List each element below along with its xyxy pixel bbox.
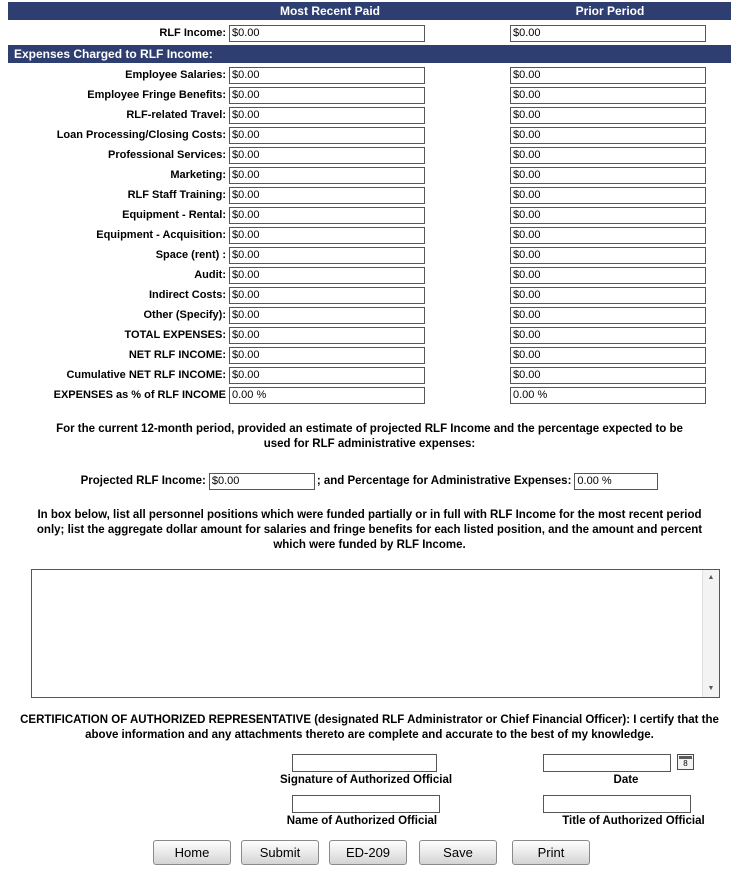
expense-prior-input[interactable] [510, 327, 706, 344]
title-input[interactable] [543, 795, 691, 813]
scroll-down-icon[interactable]: ▼ [707, 685, 715, 692]
expense-label: Equipment - Rental: [122, 209, 226, 221]
expense-most-recent-input[interactable] [229, 287, 425, 304]
expense-prior-input[interactable] [510, 287, 706, 304]
calendar-icon-day: 8 [683, 759, 688, 768]
certification-statement: CERTIFICATION OF AUTHORIZED REPRESENTATIVE (designated RLF Administrator or Chief Financial Officer): I certify that the above information and any attachments thereto are complete and accurate to the best of my knowledge. [20, 714, 719, 741]
expense-most-recent-input[interactable] [229, 247, 425, 264]
expense-row-professional-services [0, 145, 739, 165]
expense-most-recent-input[interactable] [229, 87, 425, 104]
expense-row-employee-salaries [0, 65, 739, 85]
ed209-button[interactable]: ED-209 [329, 840, 407, 865]
expenses-section-header: Expenses Charged to RLF Income: [8, 45, 731, 63]
name-input[interactable] [292, 795, 440, 813]
expense-most-recent-input[interactable] [229, 147, 425, 164]
signature-date-line [0, 754, 739, 772]
expense-row-indirect-costs [0, 285, 739, 305]
expense-label: Audit: [194, 269, 226, 281]
expense-most-recent-input[interactable] [229, 127, 425, 144]
expense-label: Cumulative NET RLF INCOME: [66, 369, 226, 381]
column-header-prior-period: Prior Period [575, 4, 645, 18]
expense-row-equipment-rental [0, 205, 739, 225]
expense-row-marketing [0, 165, 739, 185]
expense-row-expenses-pct-of-income [0, 385, 739, 405]
print-button[interactable]: Print [512, 840, 590, 865]
expense-prior-input[interactable] [510, 147, 706, 164]
personnel-positions-textarea[interactable] [32, 570, 702, 697]
scroll-up-icon[interactable]: ▲ [707, 574, 715, 581]
expense-prior-input[interactable] [510, 267, 706, 284]
expense-most-recent-input[interactable] [229, 307, 425, 324]
expense-label: Marketing: [170, 169, 226, 181]
expense-prior-input[interactable] [510, 207, 706, 224]
expenses-table [0, 65, 739, 405]
column-header-most-recent-paid: Most Recent Paid [279, 4, 381, 18]
expense-prior-input[interactable] [510, 387, 706, 404]
expense-most-recent-input[interactable] [229, 67, 425, 84]
expense-prior-input[interactable] [510, 347, 706, 364]
calendar-icon[interactable] [677, 754, 694, 770]
projection-instructions: For the current 12-month period, provided an estimate of projected RLF Income and the percentage expected to be used for RLF administrative expenses: [56, 423, 683, 450]
admin-expenses-pct-label: ; and Percentage for Administrative Expenses: [316, 475, 572, 487]
expense-prior-input[interactable] [510, 107, 706, 124]
expense-most-recent-input[interactable] [229, 227, 425, 244]
expense-label: EXPENSES as % of RLF INCOME [53, 389, 226, 401]
personnel-positions-box [31, 569, 720, 698]
projected-rlf-income-label: Projected RLF Income: [80, 475, 206, 487]
expense-most-recent-input[interactable] [229, 327, 425, 344]
rlf-income-label: RLF Income: [159, 27, 226, 39]
signature-input[interactable] [292, 754, 437, 772]
personnel-instructions: In box below, list all personnel positions which were funded partially or in full with RLF Income for the most recent period only; list the aggregate dollar amount for salaries and fringe benefits for each listed position, and the amount and percent which were funded by RLF Income. [36, 509, 703, 551]
expense-row-other-specify [0, 305, 739, 325]
expense-prior-input[interactable] [510, 167, 706, 184]
title-label: Title of Authorized Official [562, 815, 705, 827]
expense-label: Loan Processing/Closing Costs: [56, 129, 226, 141]
expense-label: Indirect Costs: [148, 289, 226, 301]
expense-most-recent-input[interactable] [229, 207, 425, 224]
expense-label: RLF Staff Training: [127, 189, 226, 201]
expense-row-space-rent [0, 245, 739, 265]
date-label: Date [613, 774, 639, 786]
expense-prior-input[interactable] [510, 227, 706, 244]
submit-button[interactable]: Submit [241, 840, 319, 865]
admin-expenses-pct-input[interactable] [574, 473, 658, 490]
expense-row-equipment-acquisition [0, 225, 739, 245]
expense-row-fringe-benefits [0, 85, 739, 105]
action-buttons [153, 840, 739, 865]
expense-label: RLF-related Travel: [126, 109, 226, 121]
name-title-labels [0, 815, 739, 827]
ed209-rlf-income-form [0, 2, 739, 865]
expense-row-audit [0, 265, 739, 285]
home-button[interactable]: Home [153, 840, 231, 865]
expense-label: Professional Services: [107, 149, 226, 161]
expense-row-cumulative-net-rlf-income [0, 365, 739, 385]
expense-most-recent-input[interactable] [229, 267, 425, 284]
rlf-income-row [0, 23, 739, 43]
expense-prior-input[interactable] [510, 367, 706, 384]
expense-most-recent-input[interactable] [229, 167, 425, 184]
expense-label: Space (rent) : [155, 249, 226, 261]
projection-row [0, 471, 739, 491]
expense-row-staff-training [0, 185, 739, 205]
save-button[interactable]: Save [419, 840, 497, 865]
expense-label: Other (Specify): [143, 309, 226, 321]
expense-prior-input[interactable] [510, 247, 706, 264]
column-headers-bar [8, 2, 731, 20]
expense-prior-input[interactable] [510, 87, 706, 104]
expense-label: TOTAL EXPENSES: [124, 329, 226, 341]
expense-label: Equipment - Acquisition: [96, 229, 226, 241]
expense-most-recent-input[interactable] [229, 187, 425, 204]
expense-prior-input[interactable] [510, 67, 706, 84]
expense-row-rlf-travel [0, 105, 739, 125]
expense-prior-input[interactable] [510, 307, 706, 324]
expense-row-total-expenses [0, 325, 739, 345]
expense-label: Employee Salaries: [125, 69, 226, 81]
expense-label: Employee Fringe Benefits: [87, 89, 226, 101]
expense-most-recent-input[interactable] [229, 107, 425, 124]
expense-prior-input[interactable] [510, 187, 706, 204]
expense-prior-input[interactable] [510, 127, 706, 144]
signature-area [0, 754, 739, 827]
name-label: Name of Authorized Official [286, 815, 438, 827]
expense-label: NET RLF INCOME: [128, 349, 226, 361]
rlf-income-most-recent-input[interactable] [229, 25, 425, 42]
rlf-income-prior-input[interactable] [510, 25, 706, 42]
name-title-line [0, 795, 739, 813]
expense-most-recent-input[interactable] [229, 347, 425, 364]
signature-date-labels [0, 774, 739, 786]
expense-most-recent-input[interactable] [229, 387, 425, 404]
expense-row-loan-processing [0, 125, 739, 145]
date-input[interactable] [543, 754, 671, 772]
signature-label: Signature of Authorized Official [279, 774, 453, 786]
expense-most-recent-input[interactable] [229, 367, 425, 384]
textarea-scrollbar[interactable] [702, 570, 719, 697]
expense-row-net-rlf-income [0, 345, 739, 365]
projected-rlf-income-input[interactable] [209, 473, 315, 490]
